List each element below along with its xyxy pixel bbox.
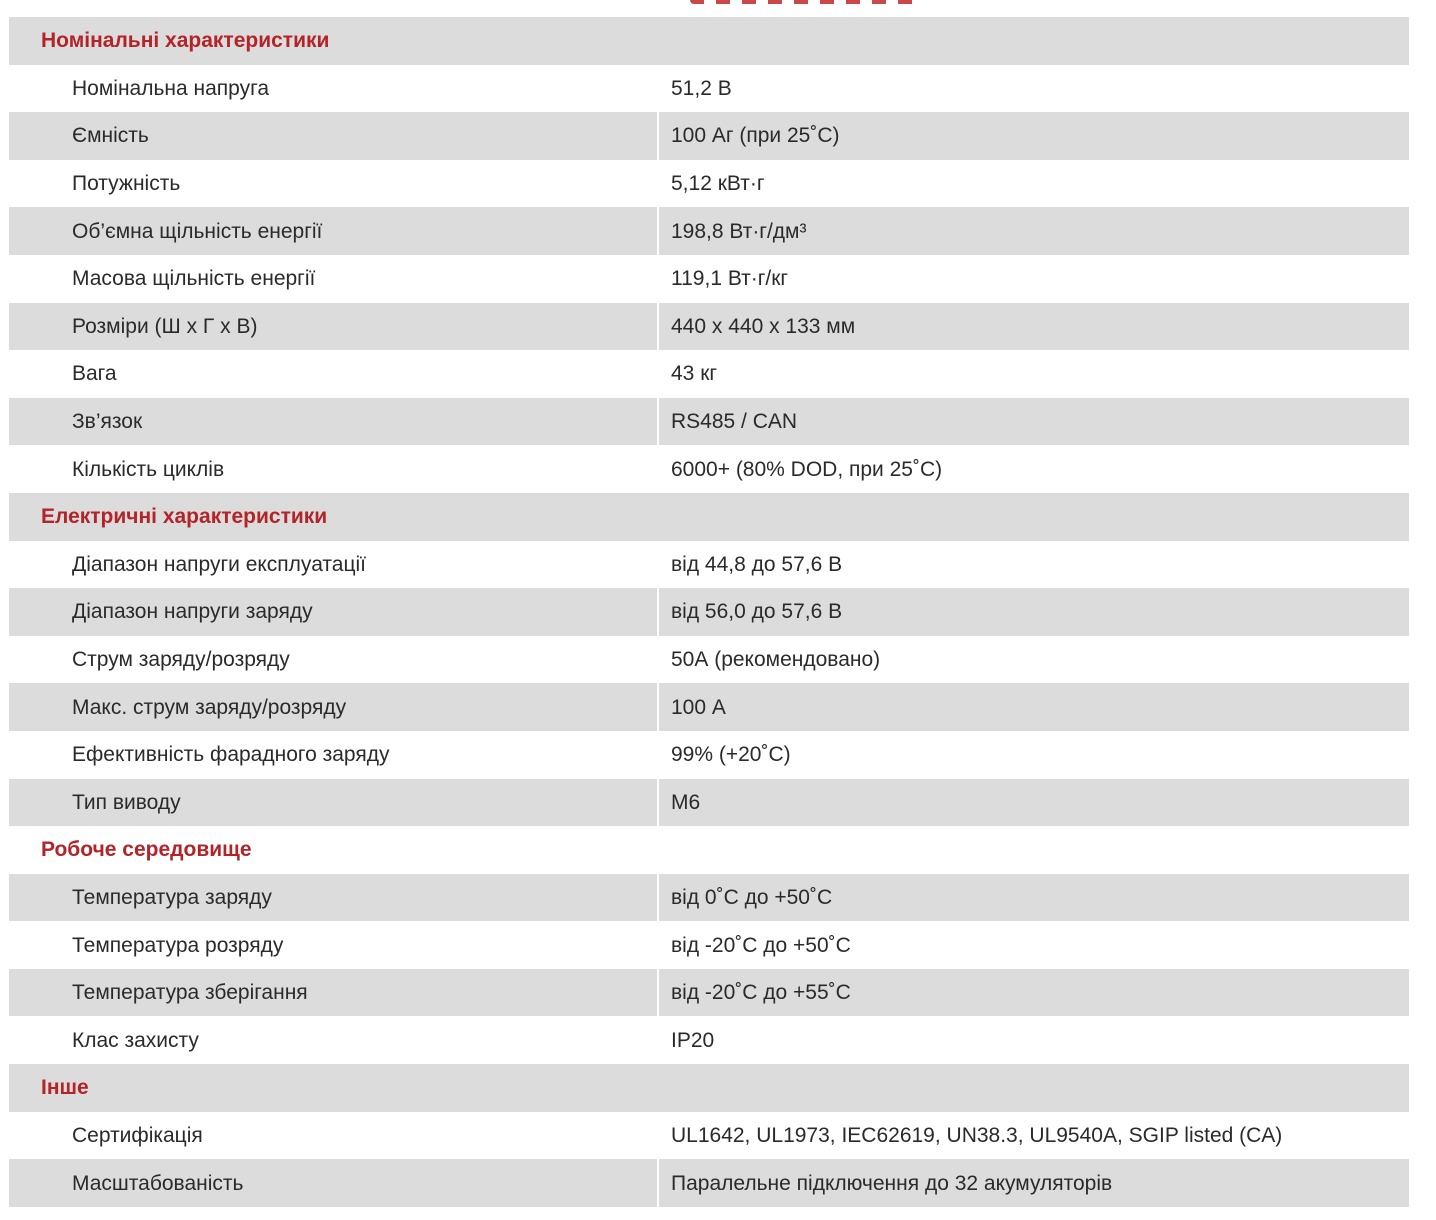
row-value: 198,8 Вт·г/дм³ <box>659 207 1409 255</box>
row-value: UL1642, UL1973, IEC62619, UN38.3, UL9540A, SGIP listed (CA) <box>659 1112 1409 1160</box>
row-value: від -20˚С до +55˚С <box>659 969 1409 1017</box>
row-label: Температура розряду <box>9 921 659 969</box>
row-value: 440 x 440 x 133 мм <box>659 303 1409 351</box>
row-value: від 0˚С до +50˚С <box>659 874 1409 922</box>
table-row <box>9 65 1409 113</box>
row-value: від 56,0 до 57,6 В <box>659 588 1409 636</box>
row-value: IP20 <box>659 1016 1409 1064</box>
row-value: RS485 / CAN <box>659 398 1409 446</box>
row-label: Тип виводу <box>9 779 659 827</box>
section-title: Інше <box>9 1064 1409 1112</box>
table-row <box>9 921 1409 969</box>
row-label: Кількість циклів <box>9 445 659 493</box>
row-value: 43 кг <box>659 350 1409 398</box>
row-label: Діапазон напруги експлуатації <box>9 541 659 589</box>
table-row <box>9 874 1409 922</box>
row-label: Розміри (Ш x Г x В) <box>9 303 659 351</box>
row-label: Температура зберігання <box>9 969 659 1017</box>
section-header-other <box>9 1064 1409 1112</box>
table-row <box>9 350 1409 398</box>
row-value: 6000+ (80% DOD, при 25˚С) <box>659 445 1409 493</box>
table-row <box>9 731 1409 779</box>
table-row <box>9 398 1409 446</box>
table-row <box>9 683 1409 731</box>
section-header-electrical <box>9 493 1409 541</box>
row-label: Макс. струм заряду/розряду <box>9 683 659 731</box>
table-row <box>9 160 1409 208</box>
row-label: Клас захисту <box>9 1016 659 1064</box>
table-row <box>9 779 1409 827</box>
section-title: Робоче середовище <box>9 826 1409 874</box>
row-label: Масова щільність енергії <box>9 255 659 303</box>
section-title: Номінальні характеристики <box>9 17 1409 65</box>
cropped-header-strip <box>0 0 1436 12</box>
row-label: Зв’язок <box>9 398 659 446</box>
table-row <box>9 207 1409 255</box>
row-label: Струм заряду/розряду <box>9 636 659 684</box>
row-value: Паралельне підключення до 32 акумуляторів <box>659 1159 1409 1207</box>
row-value: 50А (рекомендовано) <box>659 636 1409 684</box>
table-row <box>9 303 1409 351</box>
row-label: Сертифікація <box>9 1112 659 1160</box>
row-value: 5,12 кВт·г <box>659 160 1409 208</box>
table-row <box>9 588 1409 636</box>
table-row <box>9 541 1409 589</box>
row-value: від 44,8 до 57,6 В <box>659 541 1409 589</box>
row-label: Температура заряду <box>9 874 659 922</box>
row-label: Ємність <box>9 112 659 160</box>
section-header-environment <box>9 826 1409 874</box>
table-row <box>9 1016 1409 1064</box>
row-value: 119,1 Вт·г/кг <box>659 255 1409 303</box>
cropped-red-heading-fragment <box>690 0 920 4</box>
row-value: 100 Аг (при 25˚С) <box>659 112 1409 160</box>
row-label: Діапазон напруги заряду <box>9 588 659 636</box>
row-label: Вага <box>9 350 659 398</box>
table-row <box>9 969 1409 1017</box>
row-value: М6 <box>659 779 1409 827</box>
section-title: Електричні характеристики <box>9 493 1409 541</box>
row-label: Ефективність фарадного заряду <box>9 731 659 779</box>
row-label: Потужність <box>9 160 659 208</box>
row-value: від -20˚С до +50˚С <box>659 921 1409 969</box>
row-label: Масштабованість <box>9 1159 659 1207</box>
table-row <box>9 1159 1409 1207</box>
row-label: Номінальна напруга <box>9 65 659 113</box>
section-header-nominal <box>9 17 1409 65</box>
table-row <box>9 112 1409 160</box>
row-value: 51,2 В <box>659 65 1409 113</box>
table-row <box>9 445 1409 493</box>
table-row <box>9 636 1409 684</box>
table-row <box>9 1112 1409 1160</box>
row-label: Об’ємна щільність енергії <box>9 207 659 255</box>
specifications-table <box>9 17 1409 1207</box>
row-value: 100 А <box>659 683 1409 731</box>
table-row <box>9 255 1409 303</box>
row-value: 99% (+20˚С) <box>659 731 1409 779</box>
